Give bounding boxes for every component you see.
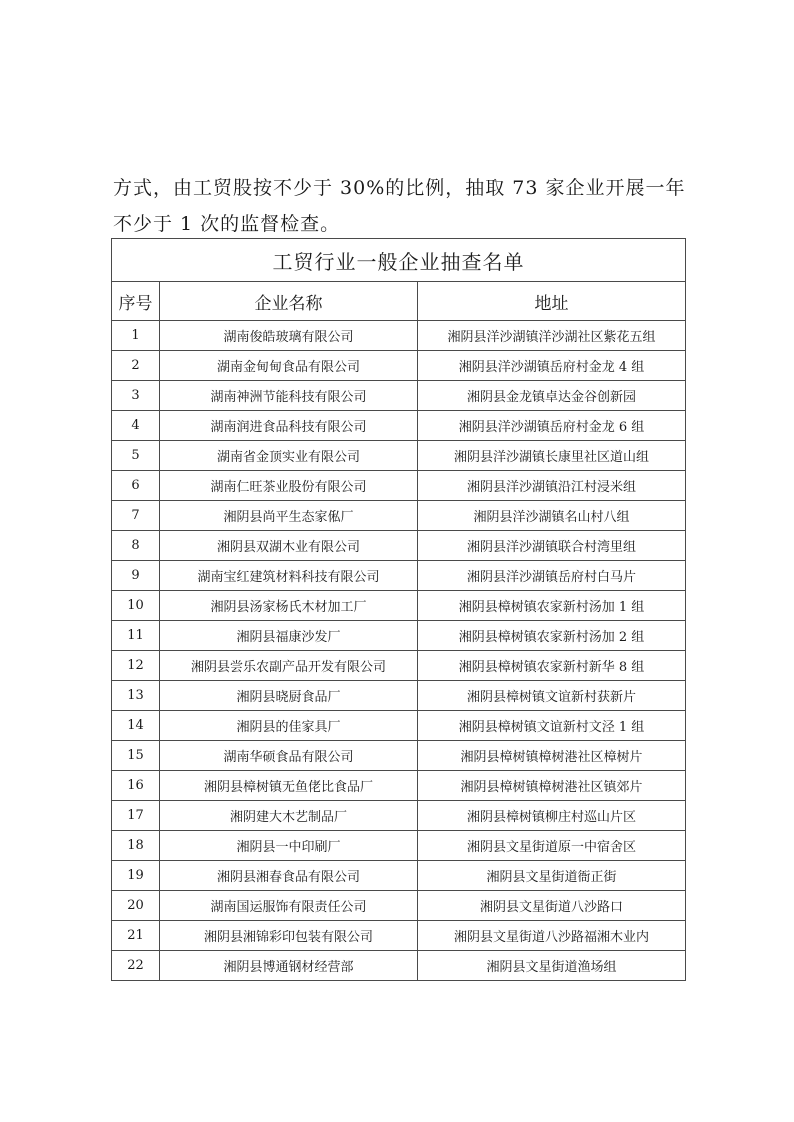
- cell-address: 湘阴县洋沙湖镇岳府村白马片: [418, 561, 686, 591]
- cell-seq: 13: [112, 681, 160, 711]
- cell-address: 湘阴县洋沙湖镇岳府村金龙 4 组: [418, 351, 686, 381]
- cell-company-name: 湖南金甸甸食品有限公司: [160, 351, 418, 381]
- table-row: [112, 831, 686, 861]
- cell-company-name: 湖南仁旺茶业股份有限公司: [160, 471, 418, 501]
- table-row: [112, 441, 686, 471]
- table-row: [112, 411, 686, 441]
- cell-address: 湘阴县洋沙湖镇岳府村金龙 6 组: [418, 411, 686, 441]
- cell-seq: 14: [112, 711, 160, 741]
- inspection-list-table: [111, 238, 686, 981]
- cell-address: 湘阴县洋沙湖镇联合村湾里组: [418, 531, 686, 561]
- cell-company-name: 湘阴县的佳家具厂: [160, 711, 418, 741]
- cell-address: 湘阴县文星街道原一中宿舍区: [418, 831, 686, 861]
- table-header-row: [112, 282, 686, 321]
- cell-company-name: 湖南华硕食品有限公司: [160, 741, 418, 771]
- cell-company-name: 湘阴县湘锦彩印包装有限公司: [160, 921, 418, 951]
- cell-seq: 18: [112, 831, 160, 861]
- cell-company-name: 湖南省金顶实业有限公司: [160, 441, 418, 471]
- cell-company-name: 湖南国运服饰有限责任公司: [160, 891, 418, 921]
- cell-company-name: 湘阴县一中印刷厂: [160, 831, 418, 861]
- table-row: [112, 561, 686, 591]
- cell-seq: 6: [112, 471, 160, 501]
- cell-address: 湘阴县洋沙湖镇名山村八组: [418, 501, 686, 531]
- cell-company-name: 湘阴县尚平生态家俬厂: [160, 501, 418, 531]
- cell-company-name: 湘阴县樟树镇无鱼佬比食品厂: [160, 771, 418, 801]
- cell-seq: 2: [112, 351, 160, 381]
- cell-company-name: 湘阴县汤家杨氏木材加工厂: [160, 591, 418, 621]
- cell-company-name: 湘阴县双湖木业有限公司: [160, 531, 418, 561]
- table-row: [112, 591, 686, 621]
- cell-company-name: 湖南神洲节能科技有限公司: [160, 381, 418, 411]
- table-row: [112, 921, 686, 951]
- cell-seq: 5: [112, 441, 160, 471]
- cell-address: 湘阴县洋沙湖镇长康里社区道山组: [418, 441, 686, 471]
- cell-address: 湘阴县文星街道八沙路福湘木业内: [418, 921, 686, 951]
- cell-seq: 17: [112, 801, 160, 831]
- cell-address: 湘阴县金龙镇卓达金谷创新园: [418, 381, 686, 411]
- cell-address: 湘阴县洋沙湖镇沿江村浸米组: [418, 471, 686, 501]
- table-row: [112, 531, 686, 561]
- cell-seq: 8: [112, 531, 160, 561]
- table-row: [112, 711, 686, 741]
- cell-address: 湘阴县文星街道八沙路口: [418, 891, 686, 921]
- cell-seq: 12: [112, 651, 160, 681]
- cell-company-name: 湖南俊皓玻璃有限公司: [160, 321, 418, 351]
- cell-company-name: 湘阴县博通钢材经营部: [160, 951, 418, 981]
- table-row: [112, 621, 686, 651]
- header-address: 地址: [418, 282, 686, 321]
- table-row: [112, 741, 686, 771]
- cell-company-name: 湖南宝红建筑材料科技有限公司: [160, 561, 418, 591]
- cell-seq: 15: [112, 741, 160, 771]
- cell-address: 湘阴县樟树镇农家新村汤加 2 组: [418, 621, 686, 651]
- table-row: [112, 951, 686, 981]
- cell-company-name: 湘阴建大木艺制品厂: [160, 801, 418, 831]
- intro-paragraph: [113, 170, 693, 242]
- table-row: [112, 351, 686, 381]
- header-company-name: 企业名称: [160, 282, 418, 321]
- cell-company-name: 湖南润进食品科技有限公司: [160, 411, 418, 441]
- cell-address: 湘阴县樟树镇农家新村汤加 1 组: [418, 591, 686, 621]
- table-row: [112, 501, 686, 531]
- table-row: [112, 471, 686, 501]
- table-row: [112, 681, 686, 711]
- cell-address: 湘阴县樟树镇农家新村新华 8 组: [418, 651, 686, 681]
- cell-company-name: 湘阴县晓厨食品厂: [160, 681, 418, 711]
- cell-company-name: 湘阴县福康沙发厂: [160, 621, 418, 651]
- table-title: 工贸行业一般企业抽查名单: [112, 239, 686, 282]
- intro-line-1: 方式，由工贸股按不少于 30%的比例，抽取 73 家企业开展一年: [113, 177, 686, 199]
- header-seq: 序号: [112, 282, 160, 321]
- cell-seq: 3: [112, 381, 160, 411]
- table-row: [112, 861, 686, 891]
- table-row: [112, 381, 686, 411]
- cell-seq: 10: [112, 591, 160, 621]
- table-row: [112, 891, 686, 921]
- cell-address: 湘阴县樟树镇文谊新村获新片: [418, 681, 686, 711]
- cell-address: 湘阴县文星街道渔场组: [418, 951, 686, 981]
- cell-address: 湘阴县樟树镇樟树港社区樟树片: [418, 741, 686, 771]
- table-row: [112, 321, 686, 351]
- cell-seq: 22: [112, 951, 160, 981]
- cell-seq: 11: [112, 621, 160, 651]
- table-row: [112, 771, 686, 801]
- table-title-row: [112, 239, 686, 282]
- cell-address: 湘阴县樟树镇柳庄村巡山片区: [418, 801, 686, 831]
- cell-seq: 19: [112, 861, 160, 891]
- cell-seq: 21: [112, 921, 160, 951]
- cell-address: 湘阴县樟树镇文谊新村文泾 1 组: [418, 711, 686, 741]
- cell-address: 湘阴县洋沙湖镇洋沙湖社区紫花五组: [418, 321, 686, 351]
- cell-seq: 9: [112, 561, 160, 591]
- cell-company-name: 湘阴县湘春食品有限公司: [160, 861, 418, 891]
- table-row: [112, 801, 686, 831]
- cell-company-name: 湘阴县尝乐农副产品开发有限公司: [160, 651, 418, 681]
- cell-address: 湘阴县文星街道衙正街: [418, 861, 686, 891]
- cell-address: 湘阴县樟树镇樟树港社区镇郊片: [418, 771, 686, 801]
- cell-seq: 7: [112, 501, 160, 531]
- cell-seq: 16: [112, 771, 160, 801]
- table-row: [112, 651, 686, 681]
- intro-line-2: 不少于 1 次的监督检查。: [113, 213, 341, 235]
- cell-seq: 20: [112, 891, 160, 921]
- cell-seq: 1: [112, 321, 160, 351]
- cell-seq: 4: [112, 411, 160, 441]
